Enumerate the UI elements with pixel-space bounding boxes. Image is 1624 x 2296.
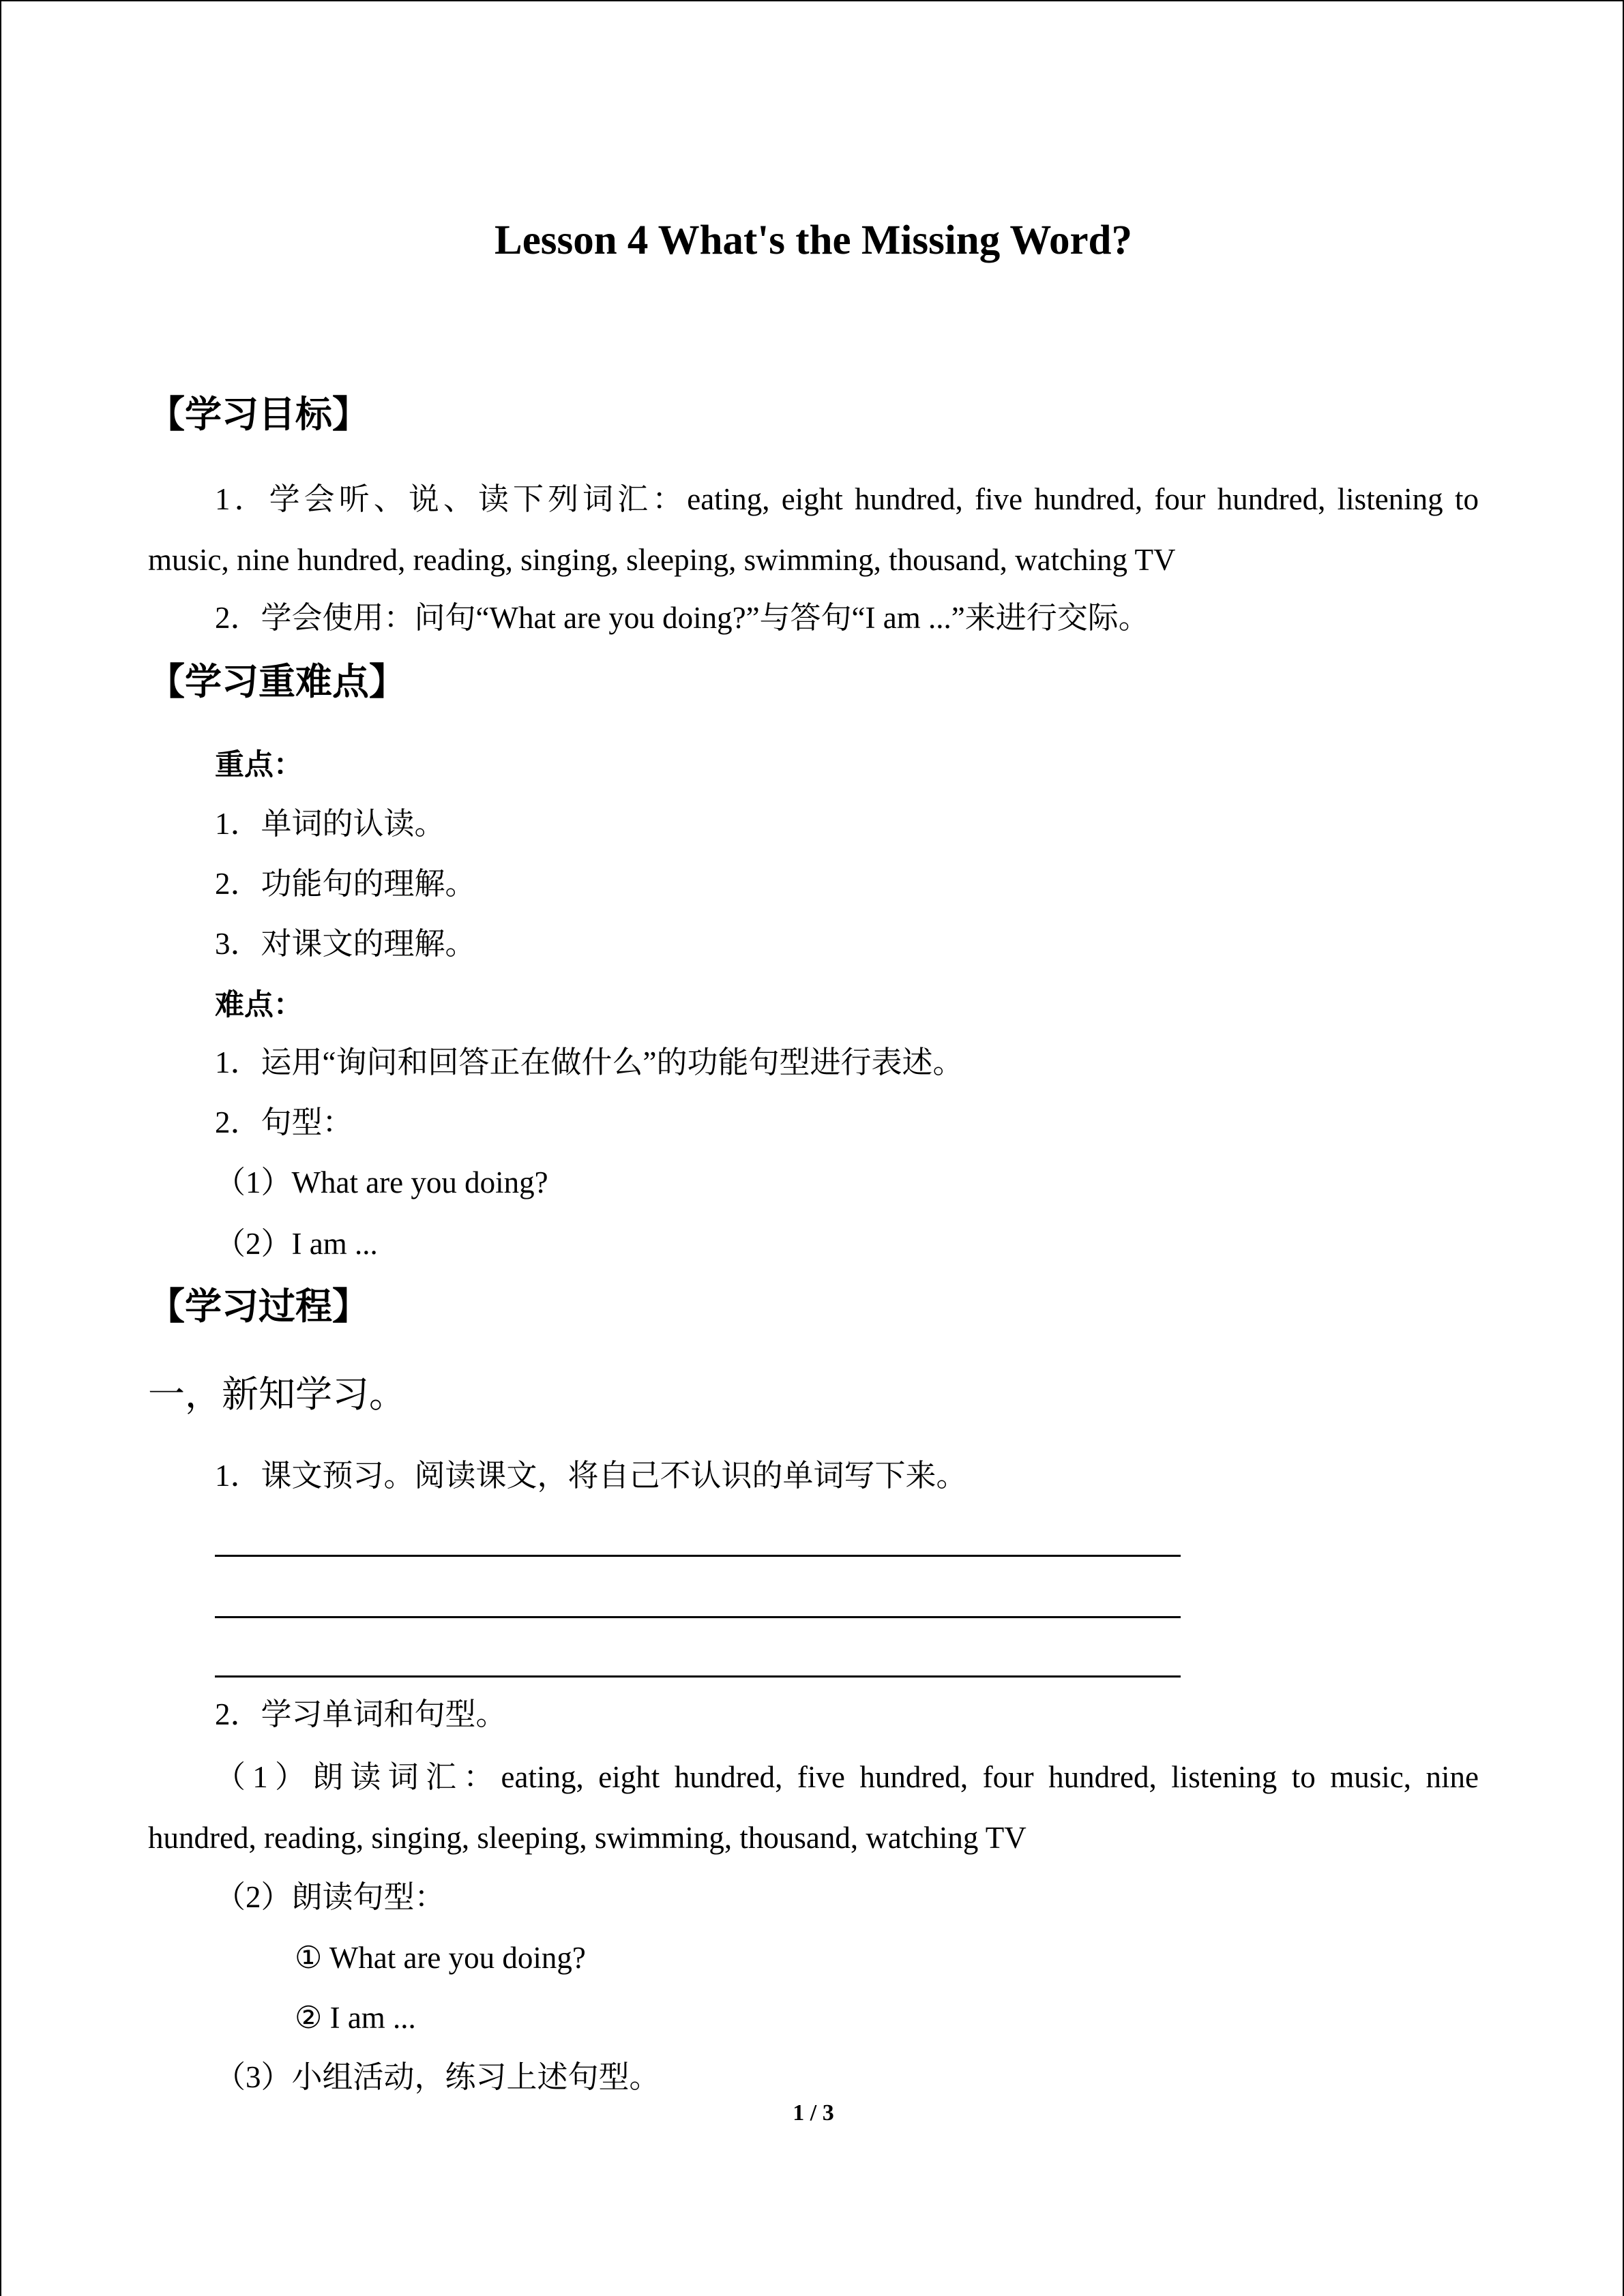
section-heading-goals: 【学习目标】 bbox=[148, 393, 369, 436]
answer-line-2 bbox=[215, 1616, 1181, 1618]
goals-item-2: 2．学会使用：问句“What are you doing?”与答句“I am ...”来进行交际。 bbox=[215, 601, 1149, 635]
process-step-2: 2．学习单词和句型。 bbox=[215, 1697, 507, 1731]
document-title: Lesson 4 What's the Missing Word? bbox=[494, 218, 1132, 263]
sentence-1: ① What are you doing? bbox=[295, 1941, 586, 1975]
section-heading-process: 【学习过程】 bbox=[148, 1285, 369, 1328]
process-step-1: 1．课文预习。阅读课文，将自己不认识的单词写下来。 bbox=[215, 1459, 967, 1493]
process-step-2-3: （3）小组活动，练习上述句型。 bbox=[215, 2060, 660, 2094]
difficulty-item-3: （1）What are you doing? bbox=[215, 1165, 548, 1199]
difficulty-item-4: （2）I am ... bbox=[215, 1227, 378, 1261]
process-step-2-2: （2）朗读句型： bbox=[215, 1880, 445, 1914]
focus-item-1: 1．单词的认读。 bbox=[215, 807, 445, 841]
focus-item-2: 2．功能句的理解。 bbox=[215, 867, 476, 901]
sentence-2: ② I am ... bbox=[295, 2001, 416, 2035]
difficulty-item-2: 2．句型： bbox=[215, 1105, 353, 1139]
goals-item-1-line-1: 1．学会听、说、读下列词汇：eating, eight hundred, five hundred, four hundred, listening to bbox=[215, 482, 1479, 516]
process-step-2-1-line-1: （1）朗读词汇：eating, eight hundred, five hundred, four hundred, listening to music, nine bbox=[215, 1760, 1479, 1794]
process-step-2-1-line-2: hundred, reading, singing, sleeping, swimming, thousand, watching TV bbox=[148, 1821, 1027, 1855]
difficulty-label: 难点： bbox=[215, 988, 303, 1022]
difficulty-item-1: 1．运用“询问和回答正在做什么”的功能句型进行表述。 bbox=[215, 1045, 964, 1079]
goals-item-1-line-2: music, nine hundred, reading, singing, sleeping, swimming, thousand, watching TV bbox=[148, 543, 1176, 577]
focus-label: 重点： bbox=[215, 748, 303, 782]
answer-line-1 bbox=[215, 1555, 1181, 1557]
focus-item-3: 3．对课文的理解。 bbox=[215, 927, 476, 961]
process-part-1: 一，新知学习。 bbox=[148, 1374, 406, 1415]
answer-line-3 bbox=[215, 1675, 1181, 1678]
page-number: 1 / 3 bbox=[793, 2100, 834, 2126]
section-heading-key-points: 【学习重难点】 bbox=[148, 660, 406, 703]
